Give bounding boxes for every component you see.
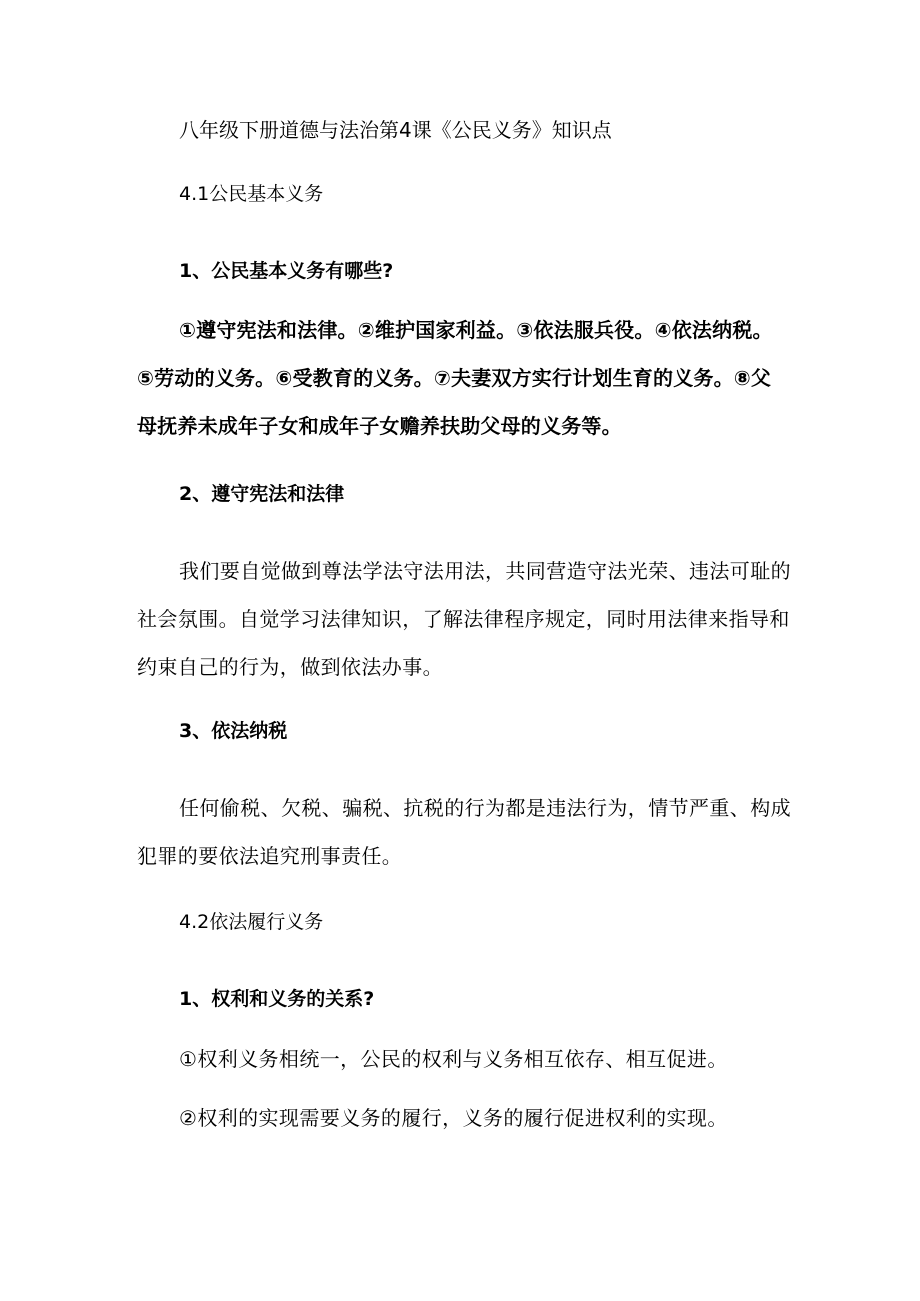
question-2-answer-line-1: 我们要自觉做到尊法学法守法用法，共同营造守法光荣、违法可耻的 xyxy=(179,559,791,583)
question-1-answer-line-1: ①遵守宪法和法律。②维护国家利益。③依法服兵役。④依法纳税。 xyxy=(179,318,773,342)
question-2-answer-line-2: 社会氛围。自觉学习法律知识，了解法律程序规定，同时用法律来指导和 xyxy=(137,607,790,631)
question-3-heading: 3、依法纳税 xyxy=(179,720,288,742)
question-3-answer-line-2: 犯罪的要依法追究刑事责任。 xyxy=(137,844,403,868)
document-title: 八年级下册道德与法治第4课《公民义务》知识点 xyxy=(179,118,612,142)
section-heading-4-1: 4.1公民基本义务 xyxy=(179,183,324,205)
question-4-answer-line-1: ①权利义务相统一，公民的权利与义务相互依存、相互促进。 xyxy=(179,1047,728,1071)
question-1-answer-line-2: ⑤劳动的义务。⑥受教育的义务。⑦夫妻双方实行计划生育的义务。⑧父 xyxy=(137,366,772,390)
question-2-answer-line-3: 约束自己的行为，做到依法办事。 xyxy=(137,655,443,679)
question-3-answer-line-1: 任何偷税、欠税、骗税、抗税的行为都是违法行为，情节严重、构成 xyxy=(179,796,791,820)
question-1-answer-line-3: 母抚养未成年子女和成年子女赡养扶助父母的义务等。 xyxy=(137,414,622,438)
section-heading-4-2: 4.2依法履行义务 xyxy=(179,911,324,933)
question-4-answer-line-2: ②权利的实现需要义务的履行，义务的履行促进权利的实现。 xyxy=(179,1106,728,1130)
question-4-heading: 1、权利和义务的关系? xyxy=(179,988,375,1010)
question-1-heading: 1、公民基本义务有哪些? xyxy=(179,260,394,282)
question-2-heading: 2、遵守宪法和法律 xyxy=(179,483,345,505)
